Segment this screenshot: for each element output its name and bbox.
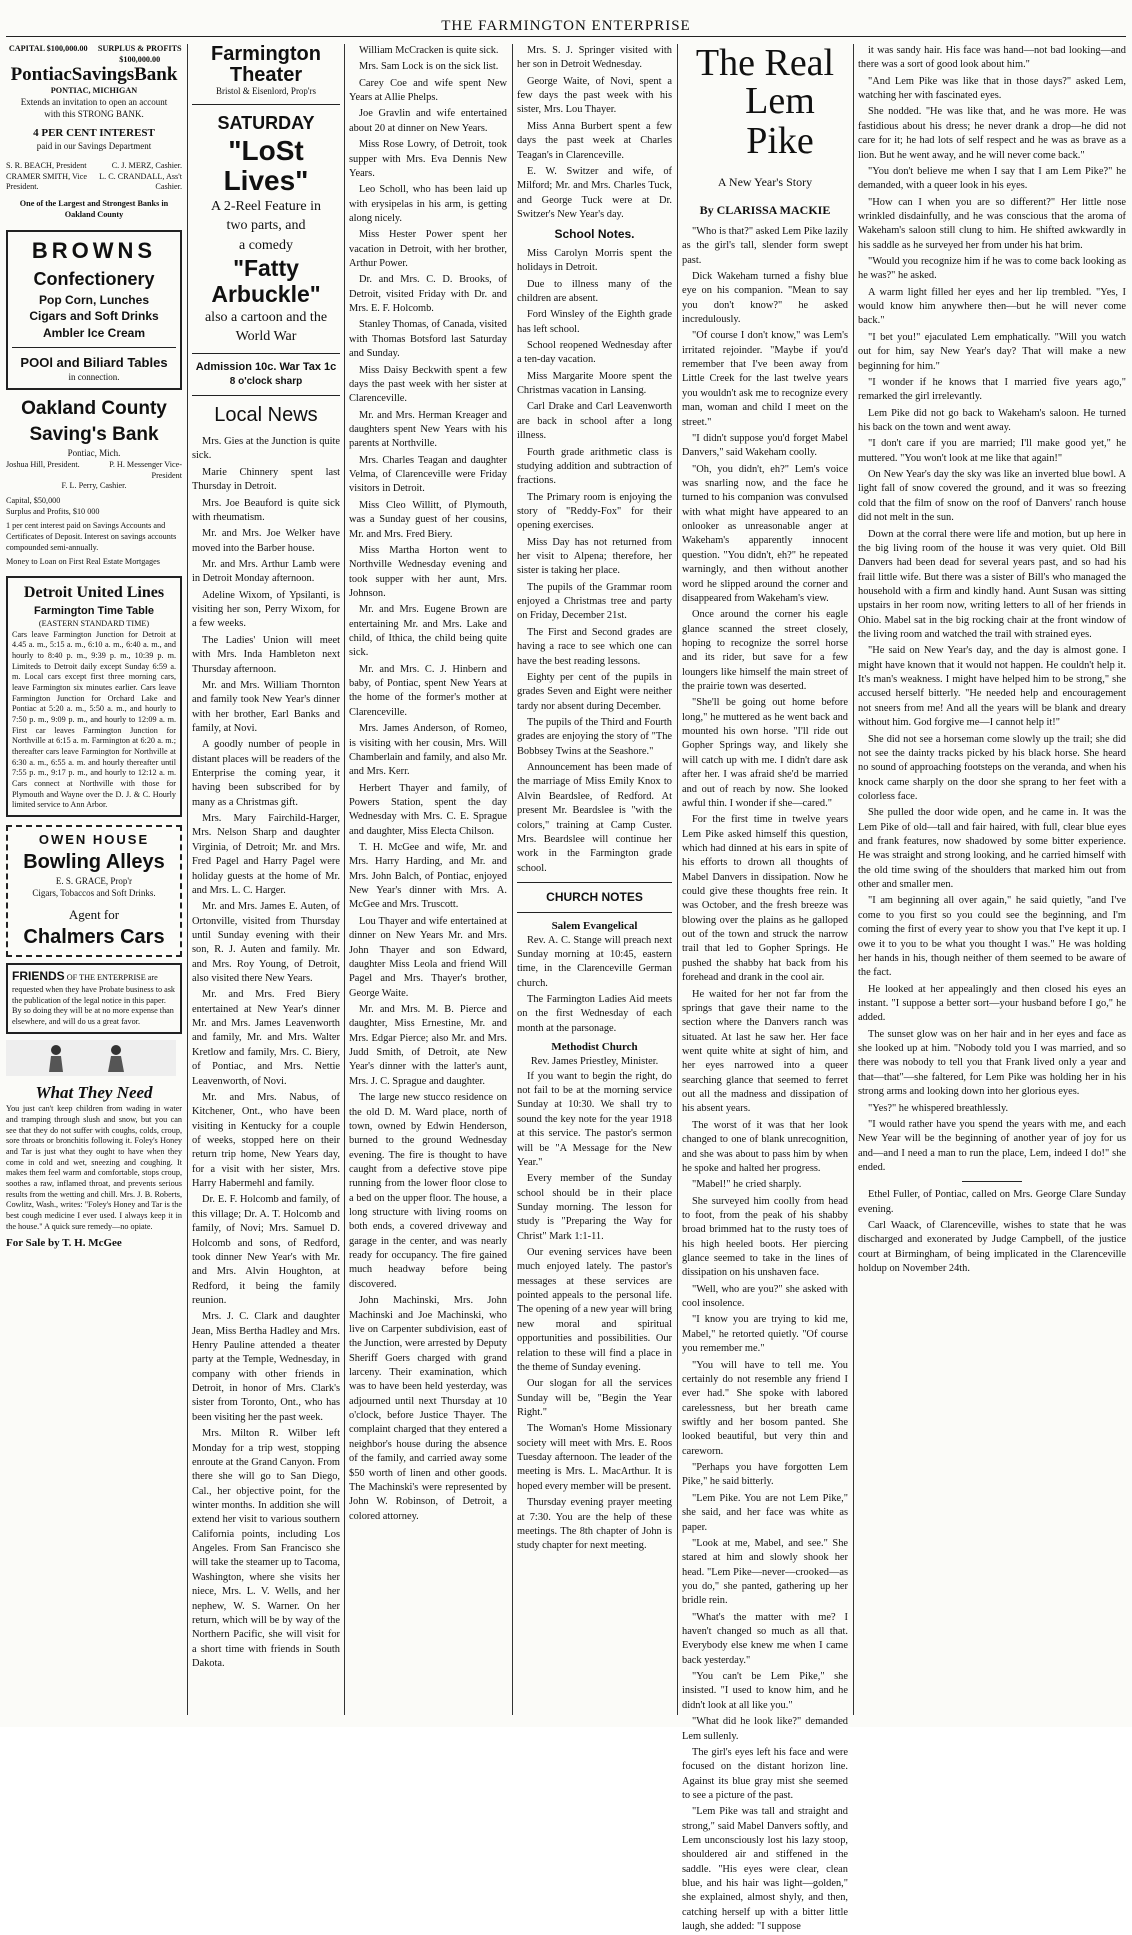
story-paragraph: On New Year's day the sky was like an inverted blue bowl. A light fall of snow covered the ground, and it was so freezing cold that the film of snow on the roof of Danvers' ranch house did not melt in the sun. (858, 469, 1126, 524)
school-note: Carl Drake and Carl Leavenworth are back in school after a long illness. (517, 401, 672, 442)
oakland-officer-2: P. H. Messenger Vice-President (109, 459, 182, 480)
news-item: The Ladies' Union will meet with Mrs. Inda Hambleton next Thursday afternoon. (192, 634, 340, 675)
bank-officer-4: L. C. CRANDALL, Ass't Cashier. (99, 171, 182, 192)
story-paragraph: The girl's eyes left his face and were focused on the distant horizon line. Against its blue gray mist she seemed to see a picture of the past. (682, 1746, 848, 1801)
bank-officer-1: S. R. BEACH, President (6, 161, 87, 171)
church-note: Rev. A. C. Stange will preach next Sunday morning at 10:45, eastern time, in the Clarenceville German church. (517, 934, 672, 989)
story-paragraph: "I know you are trying to kid me, Mabel," he retorted quietly. "Of course you remember me." (682, 1314, 848, 1355)
theater-film2: "Fatty Arbuckle" (211, 255, 321, 308)
dul-sub: Farmington Time Table (34, 604, 154, 617)
browns-pool: POOl and Biliard Tables (20, 355, 168, 371)
bank-city: PONTIAC, MICHIGAN (50, 86, 138, 96)
local-news-list (192, 435, 340, 1671)
story-paragraph: "I wonder if he knows that I married five years ago," remarked the girl irrelevantly. (858, 376, 1126, 403)
theater-film: "LoSt Lives" (223, 134, 309, 197)
news-item: T. H. McGee and wife, Mr. and Mrs. Harry Harding, and Mr. and Mrs. John Balch, of Pontiac, enjoyed New Year's dinner with Mrs. A. McGee and Mrs. Truscott. (349, 842, 507, 911)
school-note: School reopened Wednesday after a ten-day vacation. (517, 340, 672, 366)
story-paragraph: "I don't care if you are married; I'll make good yet," he muttered. "You won't look at me like that again!" (858, 438, 1126, 464)
theater-desc1: A 2-Reel Feature in (210, 199, 322, 215)
friends-head: FRIENDS (12, 969, 65, 984)
news-item: Mr. and Mrs. Herman Kreager and daughters spent New Years with his parents at Northville. (349, 409, 507, 450)
owen-agent: Agent for (68, 906, 120, 922)
story-paragraph: "You can't be Lem Pike," she insisted. "I used to know him, and he didn't look at all like you." (682, 1671, 848, 1711)
theater-admission: Admission 10c. War Tax 1c (195, 360, 337, 373)
school-note: Ford Winsley of the Eighth grade has left school. (517, 309, 672, 335)
church-note: Every member of the Sunday school should be in their place Sunday morning. The lesson for study is "Preparing the Way for Christ" Mark 1:1-11. (517, 1173, 672, 1242)
story-paragraph: "Lem Pike was tall and straight and strong," said Mabel Danvers softly, and Lem unconsciously lost his lazy stoop, shouldered air and stiffened in the saddle. "His eyes were clear, clean blue, and his hair was light—golden," she explained, almost shyly, and then, catching herself up with a bitter little laugh, she added: "I suppose (682, 1806, 848, 1933)
bank-surplus: SURPLUS & PROFITS $100,000.00 (97, 44, 182, 64)
news-item: Marie Chinnery spent last Thursday in Detroit. (192, 466, 340, 493)
school-note: The First and Second grades are having a race to see which one can have the best reading lessons. (517, 626, 672, 667)
local-news-heading: Local News (214, 403, 318, 426)
news-column-3 (349, 44, 507, 1717)
story-byline: By CLARISSA MACKIE (699, 203, 831, 218)
foley-sale: For Sale by T. H. McGee (6, 1237, 122, 1250)
oakland-officer-1: Joshua Hill, President. (6, 459, 80, 469)
news-item: Lou Thayer and wife entertained at dinner on New Years Mr. and Mrs. John Thayer and son Edward, daughter Miss Leola and friend Will Pagel and Mrs. Thayer's brother, George Waite. (349, 915, 507, 999)
friends-text: OF THE ENTERPRISE are requested when they have Probate business to ask the publication of the legal notice in this paper. By so doing they will be at no more expense than elsewhere, and will do us a great favor. (12, 973, 176, 1026)
story-paragraph: He waited for her not far from the springs that gave their name to the section where the Danvers ranch was situated. At last he saw her. Her face went quite white at sight of him, and her eyes narrowed into a queer searching glance that seemed to ferret out all the madness and dissipation of his absent years. (682, 988, 848, 1115)
story-paragraph: "I am beginning all over again," he said quietly, "and I've come to you first so you could see the beginning, and I'm coming the first of every year to show you that I've kept it up. I owe it to you to be what you thought I was." He was holding her hands in his, though neither of them seemed to be aware of the fact. (858, 895, 1126, 979)
bank-capital: CAPITAL $100,000.00 (8, 44, 88, 53)
salem-heading: Salem Evangelical (551, 919, 638, 932)
story-paragraph: "You will have to tell me. You certainly do not resemble any friend I ever had." She spoke with labored carelessness, but her breath came swiftly and her bosom panted. She looked beautiful, but very thin and careworn. (682, 1359, 848, 1457)
children-illustration-icon (6, 1040, 176, 1076)
owen-name: OWEN HOUSE (38, 831, 150, 847)
story-paragraph: Down at the corral there were life and motion, but up here in the big living room of the house it was very quiet. Old Bill Danvers had been dead for several years past, and so had his frail little wife. But there was a sister of Bill's who managed the household with a firm and kindly hand. Aunt Susan was sitting upstairs in her room now, writing letters to all of her friends in Ohio. Mabel sat in the big rocking chair at the front window of the living room and watched the trail with strained eyes. (858, 528, 1126, 641)
story-paragraph: it was sandy hair. His face was hand—not bad looking—and there was a sort of good look about him." (858, 45, 1126, 71)
theater-day: SATURDAY (217, 112, 315, 133)
oakland-name: Oakland County (21, 397, 167, 419)
story-paragraph: "Oh, you didn't, eh?" Lem's voice was snarling now, and the face he turned to his companion was convulsed with what might have appeared to an onlooker as unreasonable anger at Wakeham's apparently innocent question. "You didn't, eh?" he repeated warningly, and then without another word he slipped around the corner and disappeared from Wakeham's view. (682, 463, 848, 604)
oakland-text1: 1 per cent interest paid on Savings Accounts and Certificates of Deposit. Interest on savings accounts compounded semi-annually. (6, 521, 177, 552)
story-paragraph: Once around the corner his eagle glance scanned the street closely, hoping to recognize the sorrel horse and its rider, but save for a few loungers like himself the main street of the prairie town was deserted. (682, 609, 848, 693)
school-note: Eighty per cent of the pupils in grades Seven and Eight were neither tardy nor absent during December. (517, 671, 672, 712)
news-item: Mr. and Mrs. James E. Auten, of Ortonville, visited from Thursday until Sunday evening with their son, R. J. Auten and family. Mr. and Mrs. Roy Young, of Detroit, also visited there New Years. (192, 901, 340, 985)
news-item: Miss Rose Lowry, of Detroit, took supper with Mrs. Eva Dennis New Years. (349, 139, 507, 179)
story-paragraph: "You don't believe me when I say that I am Lem Pike?" he demanded, with a queer look in his eyes. (858, 165, 1126, 192)
oakland-surplus: Surplus and Profits, $10 000 (6, 506, 100, 516)
story-paragraph: She nodded. "He was like that, and he was more. He was fastidious about his dress; he never drank a drop—he did not care for it; he had lots of self respect and he was as brave as a lion. But he went away, and he will never come back." (858, 106, 1126, 161)
news-item: E. W. Switzer and wife, of Milford; Mr. and Mrs. Charles Tuck, and George Tuck were at Dr. Switzer's New Year's day. (517, 165, 672, 220)
news-item: Mr. and Mrs. C. J. Hinbern and baby, of Pontiac, spent New Years at the home of the former's mother at Clarenceville. (349, 663, 507, 718)
oakland-capital: Capital, $50,000 (6, 495, 61, 505)
news-item: Miss Daisy Beckwith spent a few days the past week with her sister at Clarenceville. (349, 364, 507, 405)
methodist-minister: Rev. James Priestley, Minister. (530, 1056, 659, 1068)
news-item: Stanley Thomas, of Canada, visited with Thomas Botsford last Saturday and Sunday. (349, 319, 507, 360)
news-item: Joe Gravlin and wife entertained about 20 at dinner on New Years. (349, 108, 507, 134)
theater-time: 8 o'clock sharp (229, 375, 303, 387)
news-item: Adeline Wixom, of Ypsilanti, is visiting her son, Perry Wixom, for a few weeks. (192, 589, 340, 630)
bank-tagline: One of the Largest and Strongest Banks in Oakland County (19, 199, 169, 219)
story-paragraph: "Of course I don't know," was Lem's irritated rejoinder. "Maybe if you'd remember that I've been away from Little Creek for the last twelve years you wouldn't ask me to recognize every man, woman and child I meet on the street." (682, 330, 848, 428)
news-column-4 (517, 44, 672, 1717)
school-note: The pupils of the Grammar room enjoyed a Christmas tree and party on Friday, December 21st. (517, 581, 672, 622)
theater-desc3: a comedy (238, 237, 294, 253)
browns-line3: Ambler Ice Cream (42, 325, 146, 340)
story-paragraph: "I bet you!" ejaculated Lem emphatically. "Will you watch out for him, say New Year's day? That will make a new beginning for him." (858, 331, 1126, 372)
owen-cars: Chalmers Cars (23, 925, 165, 948)
owen-house-ad (6, 825, 182, 957)
story-paragraph: "She'll be going out home before long," he muttered as he went back and mounted his own horse. "I'll ride out Gopher Springs way, and likely she will catch up with me. I didn't dare ask after her. I was afraid she'd be married and out of reach by now. She looked awful thin. I wonder if she—cared." (682, 697, 848, 809)
news-item: Mr. and Mrs. Eugene Brown are entertaining Mr. and Mrs. Lake and child, of Ithica, the child being quite sick. (349, 604, 507, 659)
foley-head: What They Need (35, 1082, 153, 1102)
news-item: Ethel Fuller, of Pontiac, called on Mrs. George Clare Sunday evening. (858, 1189, 1126, 1215)
browns-confectionery-ad (6, 230, 182, 389)
story-paragraph: She pulled the door wide open, and he came in. It was the Lem Pike of old—tall and fair haired, with full, clear blue eyes and frank features, now shadowed by some bitter experience. He was straight and strong looking, and he carried himself with the old time swing of the shoulders that marked him out from other and smaller men. (858, 807, 1126, 891)
oakland-county-bank-ad (6, 396, 182, 568)
news-item: Mr. and Mrs. M. B. Pierce and daughter, Miss Ernestine, Mr. and Mrs. Edgar Pierce; also Mr. and Mrs. Judd Smith, of Detroit, ate New Year's dinner with the latter's aunt, Mrs. J. C. Sprague and daughter. (349, 1004, 507, 1087)
church-note: If you want to begin the right, do not fail to be at the morning service Sunday at 10:30. We shall try to sound the key note for the year 1918 at this service. The pastor's sermon will be "A Message for the New Year." (517, 1070, 672, 1168)
detroit-united-lines-ad (6, 576, 182, 817)
theater-desc2: two parts, and (226, 218, 306, 234)
news-item: Dr. E. F. Holcomb and family, of this village; Dr. A. T. Holcomb and family, of Novi; Mrs. Samuel D. Holcomb and sons, of Redford, took dinner New Year's with Mr. and Mrs. Alvin Houghton, at Redford, it being the family reunion. (192, 1194, 340, 1306)
news-item: The large new stucco residence on the old D. M. Ward place, north of town, owned by Edwin Henderson, burned to the ground Wednesday evening. The fire is thought to have caught from a defective stove pipe running from the lower floor close to a bed on the upper floor. The house, a long structure with living rooms on both ends, a covered driveway and garage in the center, and was nearly ready for occupancy. The fire gained much headway before being discovered. (349, 1092, 507, 1290)
oakland-text2: Money to Loan on First Real Estate Mortgages (6, 557, 160, 567)
news-list-4 (517, 44, 672, 222)
story-paragraph: Lem Pike did not go back to Wakeham's saloon. He turned his back on the town and went away. (858, 407, 1126, 433)
story-paragraph: "Yes?" he whispered breathlessly. (868, 1102, 1009, 1114)
news-item: William McCracken is quite sick. (359, 45, 499, 56)
masthead-title: THE FARMINGTON ENTERPRISE (441, 18, 691, 34)
school-note: Fourth grade arithmetic class is studying addition and subtraction of fractions. (517, 446, 672, 487)
school-note: Announcement has been made of the marriage of Miss Emily Knox to Alvin Beardslee, of Redford. At present Mr. Beardslee is "with the colors," training at Camp Custer. Mrs. Beardslee will continue her work in the Farmington grade school. (517, 762, 672, 874)
oakland-name2: Saving's Bank (29, 424, 159, 446)
bank-name: PontiacSavingsBank (10, 64, 178, 86)
bank-officer-2: C. J. MERZ, Cashier. (111, 161, 182, 171)
local-news-column (192, 44, 340, 1717)
story-paragraph: "Would you recognize him if he was to come back looking as he was?" he asked. (858, 256, 1126, 282)
story-paragraph: "Who is that?" asked Lem Pike lazily as the girl's tall, slender form swept past. (682, 225, 848, 266)
story-paragraph: "He said on New Year's day, and the day is almost gone. I might have known that it would not happen. He couldn't help it. It's man's weakness. I might have helped him to be strong," she accused herself bitterly. "He needed help and encouragement not sneers from me! And all the years will be blank and dreary without him. God forgive me—I cannot help it!" (858, 645, 1126, 729)
story-paragraph: "And Lem Pike was like that in those days?" asked Lem, watching her with fascinated eyes. (858, 75, 1126, 102)
church-note: Our slogan for all the services Sunday will be, "Begin the Year Right." (517, 1378, 672, 1418)
story-paragraph: "What did he look like?" demanded Lem sullenly. (682, 1716, 848, 1742)
friends-notice (6, 963, 182, 1033)
news-item: Herbert Thayer and family, of Powers Station, spent the day Wednesday with Mrs. C. E. Sprague and daughter, Miss Electa Chilson. (349, 782, 507, 837)
news-item: Dr. and Mrs. C. D. Brooks, of Detroit, visited Friday with Dr. and Mrs. E. F. Holcomb. (349, 274, 507, 315)
oakland-officer-3: F. L. Perry, Cashier. (61, 481, 127, 491)
news-item: John Machinski, Mrs. John Machinski and Joe Machinski, who live on Carpenter subdivision, east of the Junction, were arrested by Deputy Sheriff Goers charged with grand larceny. Their examination, which was to have been held yesterday, was adjourned until next Thursday at 10 o'clock, before Justice Thayer. The complaint charged that they entered a neighbor's house during the absence of the family, and carried away some $50 worth of linen and other goods. The Machinski's were represented by John W. Robinson, of Detroit, a colored attorney. (349, 1295, 507, 1522)
school-note: Miss Carolyn Morris spent the holidays in Detroit. (517, 247, 672, 274)
church-note: Thursday evening prayer meeting at 7:30. You are the help of these meetings. The 8th chapter of John is study chapter for next meeting. (517, 1497, 672, 1552)
story-continued-column (858, 44, 1126, 1717)
methodist-notes (517, 1070, 672, 1554)
bank-interest-note: paid in our Savings Department (36, 141, 152, 152)
news-item: Mrs. J. C. Clark and daughter Jean, Miss Bertha Hadley and Mrs. Henry Pauline attended a theater party at the Temple, Wednesday, in company with other friends in Detroit, in honor of Mrs. Clark's sister from Toronto, Ont., who has been visiting her the past week. (192, 1311, 340, 1423)
school-notes-list (517, 247, 672, 876)
story-paragraph: For the first time in twelve years Lem Pike asked himself this question, which had dinned at his ears in spite of his efforts to drown all thoughts of Mabel Danvers in dissipation. Now he could give these thoughts free rein. It was October, and the fresh breeze was blowing over the plains as he galloped out of the town and struck the narrow trail that led to Gopher Springs. He pushed the shabby hat back from his forehead and drank in the cool air. (682, 814, 848, 984)
news-item: A goodly number of people in distant places will be readers of the Enterprise the coming year, it having been subscribed for by many as a Christmas gift. (192, 739, 340, 808)
story-paragraph: "Look at me, Mabel, and see." She stared at him and slowly shook her head. "Lem Pike—never—crooked—as you do," she panted, gathering up her bridle rein. (682, 1537, 848, 1607)
ads-column (6, 44, 182, 1717)
news-item: Mrs. S. J. Springer visited with her son in Detroit Wednesday. (517, 45, 672, 71)
theater-props: Bristol & Eisenlord, Prop'rs (215, 86, 317, 96)
pontiac-savings-bank-ad (6, 44, 182, 220)
story-paragraph: He looked at her appealingly and then closed his eyes an instant. "I suppose a better sort—your husband before I go," he added. (858, 983, 1126, 1024)
owen-alleys: Bowling Alleys (23, 850, 165, 873)
browns-line1: Pop Corn, Lunches (38, 292, 149, 307)
story-continued-text (858, 44, 1126, 1175)
closing-notes (858, 1188, 1126, 1276)
foley-ad (6, 1040, 182, 1252)
browns-sub: Confectionery (33, 268, 155, 289)
owen-cigars: Cigars, Tobaccos and Soft Drinks. (32, 888, 156, 899)
story-paragraph: The sunset glow was on her hair and in her eyes and face as she looked up at him. "Nobody told you I was married, and so there was nobody to tell you that Frank lived only a year and that—that"—she faltered, for Lem Pike was holding her in his strong arms and looking down into her glorious eyes. (858, 1028, 1126, 1098)
church-note: The Farmington Ladies Aid meets on the first Wednesday of each month at the parsonage. (517, 994, 672, 1034)
story-paragraph: "What's the matter with me? I haven't changed so much as all that. Everybody else knew me when I came back yesterday." (682, 1611, 848, 1666)
story-paragraph: "How can I when you are so different?" Her little nose wrinkled disdainfully, and he was conscious that the aroma of Wakeham's saloon still clung to him. He shifted awkwardly in his saddle as he surveyed her from under his hat brim. (858, 196, 1126, 251)
story-paragraph: "Mabel!" he cried sharply. (692, 1179, 802, 1191)
school-note: Due to illness many of the children are absent. (517, 278, 672, 304)
bank-officer-3: CRAMER SMITH, Vice President. (6, 171, 88, 192)
school-notes-heading: School Notes. (554, 227, 635, 242)
news-item: Miss Martha Horton went to Northville Wednesday evening and took supper with her aunt, Mrs. Johnson. (349, 544, 507, 599)
browns-connection: in connection. (68, 372, 120, 383)
bank-line2: with this STRONG BANK. (44, 108, 144, 119)
news-item: Carey Coe and wife spent New Years at Allie Phelps. (349, 77, 507, 104)
news-item: Mr. and Mrs. Arthur Lamb were in Detroit Monday afternoon. (192, 558, 340, 585)
story-column (682, 42, 848, 1933)
dul-name: Detroit United Lines (23, 583, 165, 601)
theater-also2: World War (235, 329, 297, 345)
bank-interest: 4 PER CENT INTEREST (33, 127, 155, 140)
news-item: George Waite, of Novi, spent a few days the past week with his sister, Mrs. Lou Thayer. (517, 75, 672, 116)
story-title-1: The Real (695, 42, 835, 84)
news-list-3 (349, 44, 507, 1524)
story-paragraph: She did not see a horseman come slowly up the trail; she did not see the dainty tracks picked by his black horse. She heard no sound of approaching footsteps on the veranda, and when his knock came sharply on the door she sprang to her feet with a colorless face. (858, 733, 1126, 802)
news-item: Leo Scholl, who has been laid up with erysipelas in his arm, is getting along nicely. (349, 184, 507, 224)
methodist-heading: Methodist Church (551, 1041, 638, 1054)
news-item: Mr. and Mrs. Nabus, of Kitchener, Ont., who have been visiting in Kentucky for a couple of weeks, stopped here on their return trip home, New Years day, for a visit with her sister, Mrs. Harry Habermehl and family. (192, 1091, 340, 1190)
bank-line1: Extends an invitation to open an account (20, 96, 168, 107)
salem-notes (517, 934, 672, 1037)
masthead-rule (6, 36, 1126, 37)
news-item: Mrs. Mary Fairchild-Harger, Mrs. Nelson Sharp and daughter Virginia, of Detroit; Mr. and Mrs. Fred Pagel and Harry Pagel were holiday guests at the home of Mr. and Mrs. L. C. Harger. (192, 813, 340, 896)
news-item: Carl Waack, of Clarenceville, wishes to state that he was discharged and exonerated by Judge Campbell, of the justice court at Birmingham, of being implicated in the Clarenceville holdup on November 24th. (858, 1220, 1126, 1275)
school-note: The pupils of the Third and Fourth grades are enjoying the story of "The Bobbsey Twins at the Seashore." (517, 717, 672, 757)
news-item: Mrs. Joe Beauford is quite sick with rheumatism. (192, 497, 340, 523)
news-item: Mrs. Gies at the Junction is quite sick. (192, 436, 340, 462)
dul-text: Cars leave Farmington Junction for Detroit at 4.45 a. m., 5:15 a. m., 6:10 a. m., 6:40 a. m., and hourly to 8:40 p. m., 9:39 p. m., 10:39 p. m. Limiteds to Detroit daily except Sunday 6:59 a. m. Local cars except first three morning cars, leave Farmington six minutes earlier. Cars leave Farmington Junction for Orchard Lake and Pontiac at 5:20 a. m., 5:50 a. m., and hourly to 7:50 p. m., 9:09 p. m., and hourly to 12:09 a. m. First car leaves Farmington Junction for Northville at 6:15 a. m. Farmington at 6:20 a. m.; thereafter cars leave Farmington for Northville at 6:30 a. m., 6:55 a. m. and hourly thereafter until 7:55 p. m., 9:17 p. m., and hourly to 12:12 a. m. Cars connect at Northville with those for Plymouth and Wayne over the D. J. & C. Hourly limited service to Ann Arbor. (12, 629, 176, 810)
story-paragraph: She surveyed him coolly from head to foot, from the peak of his shabby broad brimmed hat to the rusty toes of his high heeled boots. Her piercing glance seemed to take in the lines of dissipation on his unshaven face. (682, 1195, 848, 1279)
browns-line2: Cigars and Soft Drinks (29, 309, 159, 324)
story-subtitle: A New Year's Story (717, 174, 813, 189)
dul-standard: (EASTERN STANDARD TIME) (38, 619, 150, 629)
story-paragraph: "Well, who are you?" she asked with cool insolence. (682, 1283, 848, 1310)
story-text (682, 225, 848, 1935)
story-paragraph: "Perhaps you have forgotten Lem Pike," he said bitterly. (682, 1462, 848, 1488)
church-notes-heading: CHURCH NOTES (546, 889, 643, 904)
browns-name: BROWNS (31, 238, 157, 264)
school-note: Miss Margarite Moore spent the Christmas vacation in Lansing. (517, 370, 672, 397)
news-item: Mrs. Milton R. Wilber left Monday for a trip west, stopping enroute at the Grand Canyon. From there she will go to San Diego, Cal., her objective point, for the winter months. In addition she will extend her visit to various southern California points, including Los Angeles. From San Francisco she will take the steamer up to Tacoma, Washington, where she visits her niece, Mrs. L. V. Wells, and her nephew, W. S. Warner. On her return, which will be by way of the Northern Pacific, she will visit for a short time with friends in South Dakota. (192, 1428, 340, 1669)
news-item: Mr. and Mrs. Joe Welker have moved into the Barber house. (192, 528, 340, 554)
news-item: Mr. and Mrs. Fred Biery entertained at New Year's dinner Mr. and Mrs. James Leavenworth and family, Mr. and Mrs. Walter Kretlow and family, Mrs. C. Biery, of Pontiac, and Mrs. Nettie Leavenworth, of Novi. (192, 989, 340, 1087)
news-item: Mrs. Sam Lock is on the sick list. (359, 61, 499, 73)
news-item: Miss Cleo Willitt, of Plymouth, was a Sunday guest of her cousins, Mr. and Mrs. Fred Biery. (349, 499, 507, 540)
church-note: The Woman's Home Missionary society will meet with Mrs. E. Roos Tuesday afternoon. The leader of the meeting is Mrs. L. MacArthur. It is hoped every member will be present. (517, 1423, 672, 1492)
oakland-city: Pontiac, Mich. (67, 448, 121, 459)
story-title-2: Lem Pike (745, 80, 815, 162)
story-paragraph: A warm light filled her eyes and her lip trembled. "Yes, I would know him anywhere then—but he will never come back." (858, 286, 1126, 327)
story-paragraph: Dick Wakeham turned a fishy blue eye on his companion. "Mean to say you don't know?" he asked incredulously. (682, 270, 848, 326)
theater-name: Farmington Theater (211, 43, 321, 86)
news-item: Miss Anna Burbert spent a few days the past week at Charles Teagan's in Clarenceville. (517, 120, 672, 161)
story-paragraph: The worst of it was that her look changed to one of blank unrecognition, and she was about to pass him by when he spoke and halted her progress. (682, 1119, 848, 1174)
news-item: Mrs. Charles Teagan and daughter Velma, of Clarenceville were Friday visitors in Detroit. (349, 454, 507, 495)
church-note: Our evening services have been much enjoyed lately. The pastor's messages at these services are pointed appeals to the personal life. The opening of a new year will bring new moral and spiritual opportunities and possibilities. Our relation to these will find a place in the theme of Sunday evening. (517, 1247, 672, 1373)
news-item: Mrs. James Anderson, of Romeo, is visiting with her cousin, Mrs. Will Chamberlain and family, and also Mr. and Mrs. Kerr. (349, 723, 507, 778)
story-paragraph: "Lem Pike. You are not Lem Pike," she said, and her face was white as paper. (682, 1492, 848, 1533)
theater-also1: also a cartoon and the (204, 309, 328, 325)
story-paragraph: "I didn't suppose you'd forget Mabel Danvers," said Wakeham coolly. (682, 432, 848, 459)
owen-prop: E. S. GRACE, Prop'r (55, 876, 133, 887)
story-paragraph: "I would rather have you spend the years with me, and each New Year will be the beginning of another year of joy for us and—and I need a man to run the place, Lem, indeed I do!" she ended. (858, 1118, 1126, 1173)
foley-text: You just can't keep children from wading in water and tramping through slush and snow, but you can see that they do not suffer with coughs, colds, croup, sore throats or bronchitis following it. Foley's Honey and Tar is just what they ought to have when they come in cold and wet, sneezing and coughing. It makes them feel warm and comfortable, stops croup, soothes a raw, inflamed throat, and prevents serious results from the wetting and chill. Mrs. J. B. Roberts, Cowlitz, Wash., writes: "Foley's Honey and Tar is the best cough medicine I ever used. I always keep it in the house." A quick sure remedy—no opiate. (6, 1104, 182, 1231)
school-note: The Primary room is enjoying the story of "Reddy-Fox" for their opening exercises. (517, 491, 672, 532)
school-note: Miss Day has not returned from her visit to Alpena; therefore, her sister is taking her place. (517, 536, 672, 577)
theater-ad (192, 44, 340, 396)
news-item: Mr. and Mrs. William Thornton and family took New Year's dinner with her brother, Earl Banks and family, at Novi. (192, 679, 340, 734)
news-item: Miss Hester Power spent her vacation in Detroit, with her brother, Arthur Power. (349, 229, 507, 270)
